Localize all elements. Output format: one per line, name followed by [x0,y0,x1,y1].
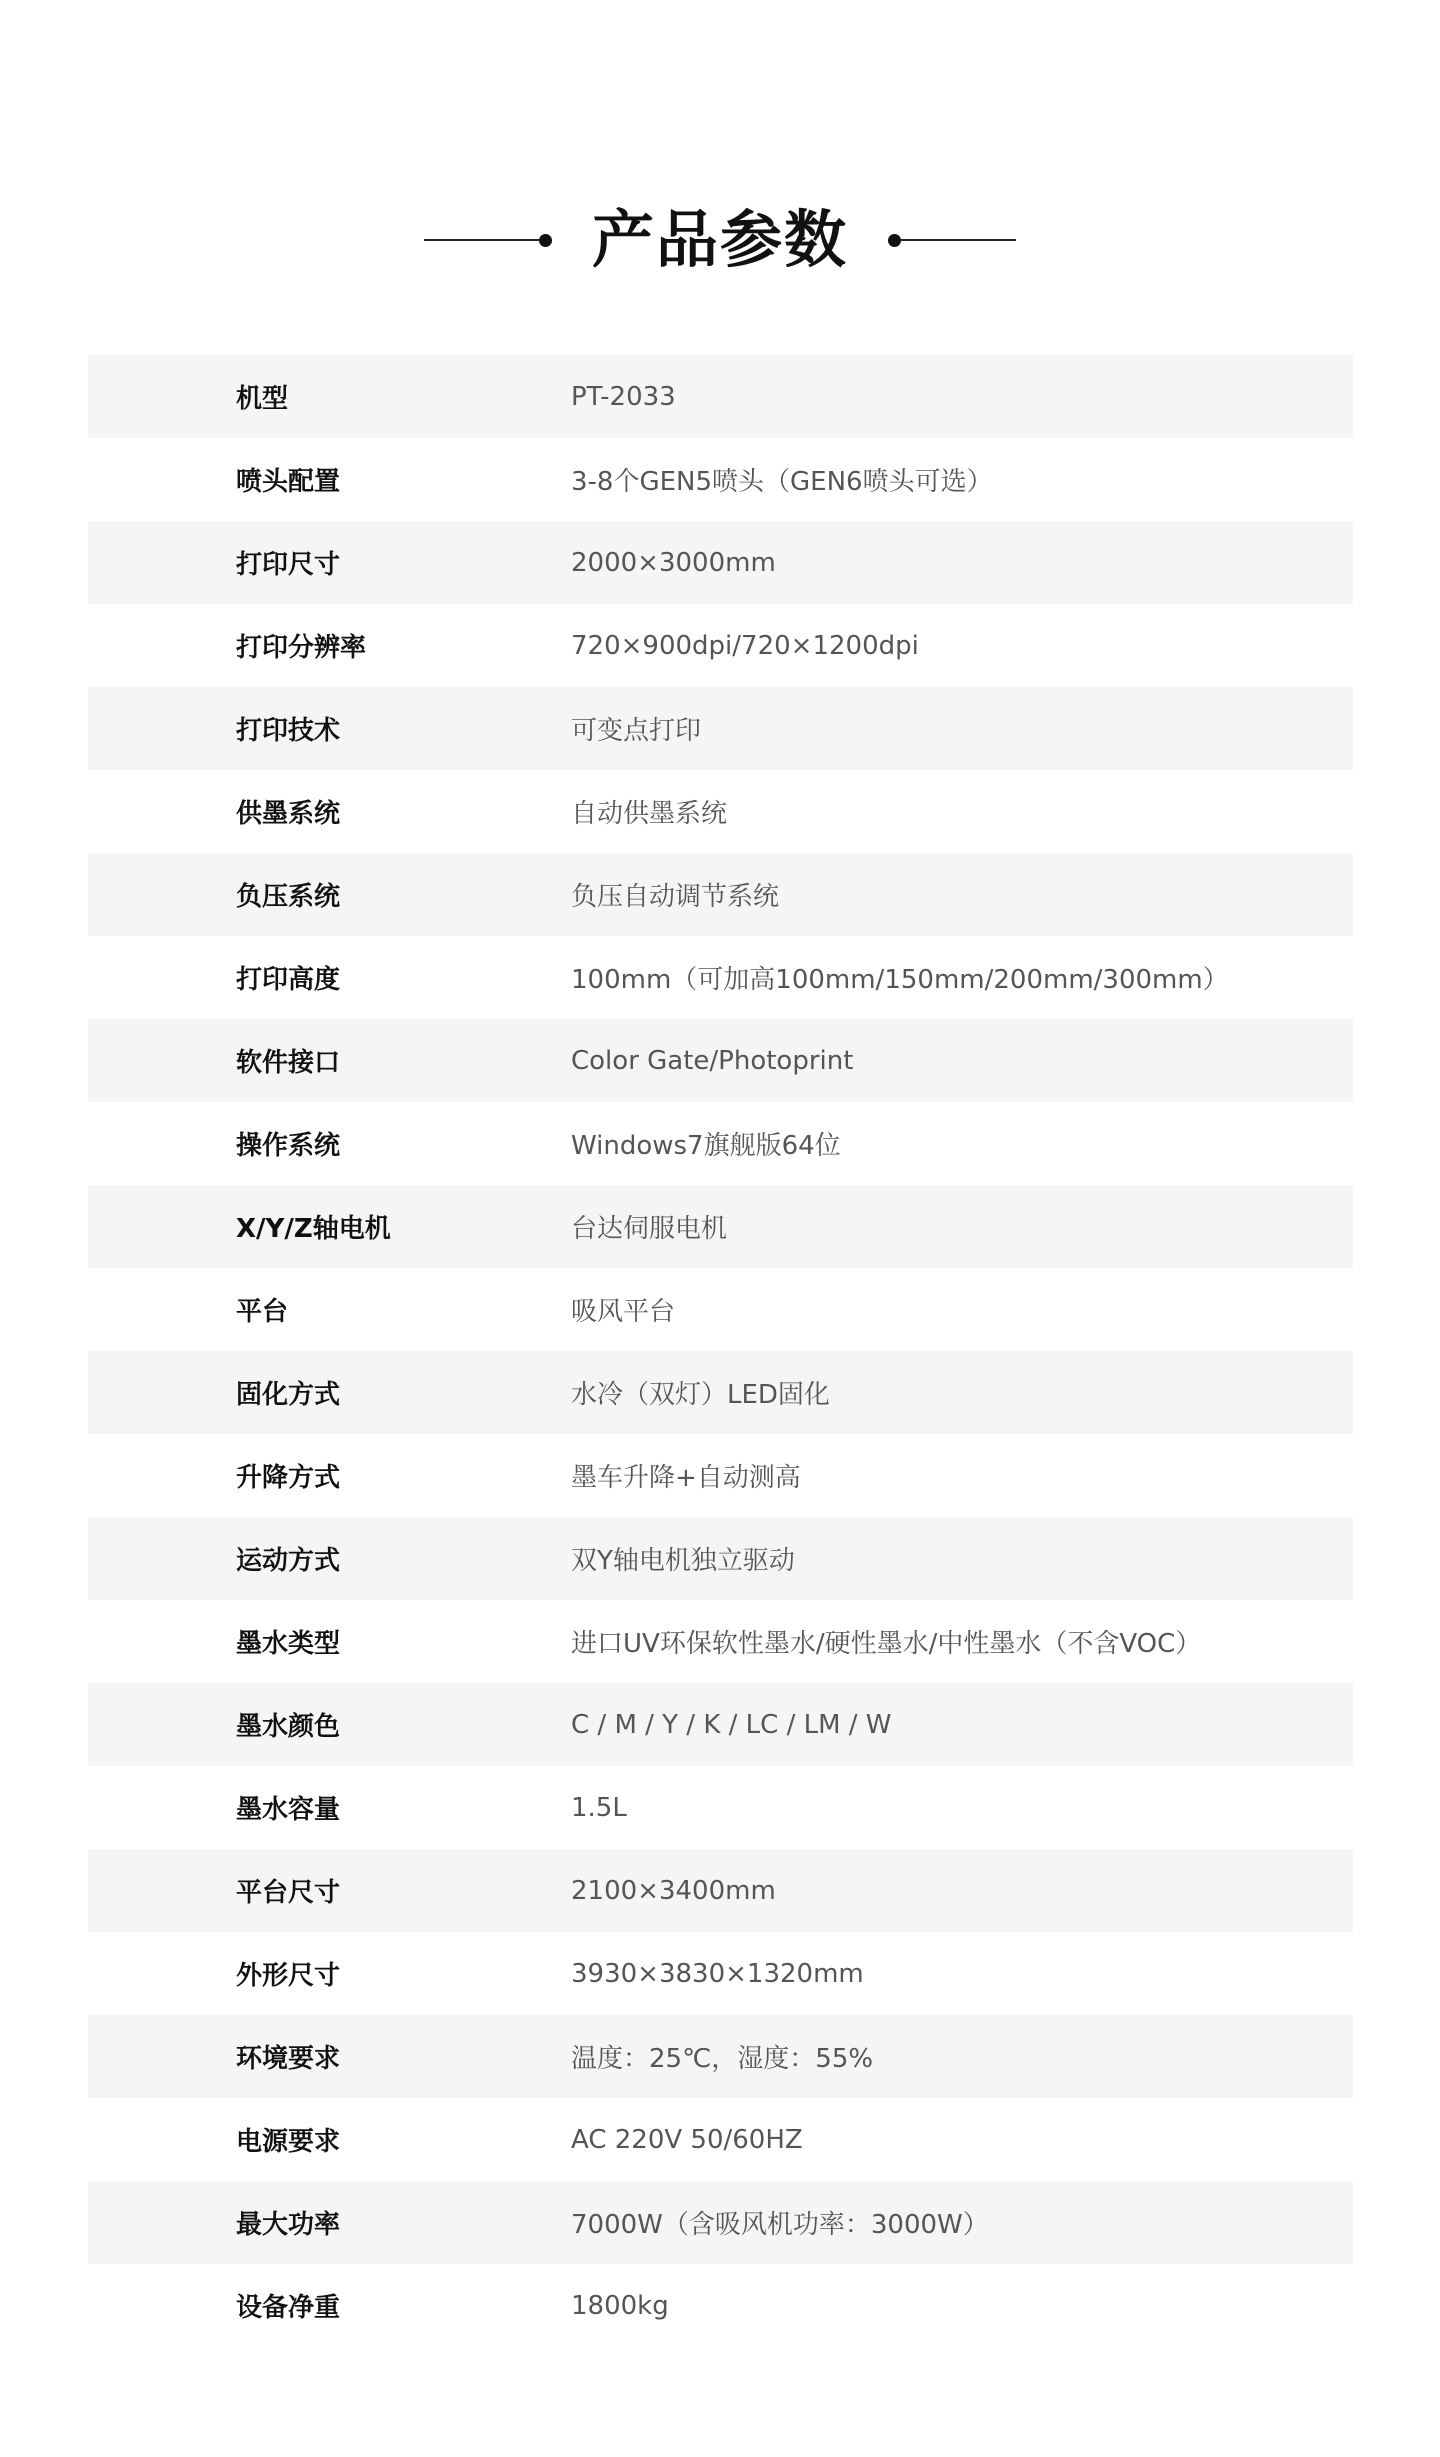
spec-label: 墨水颜色 [236,1712,341,1742]
spec-value: 720×900dpi/720×1200dpi [571,630,919,661]
spec-row [88,1019,1353,1102]
spec-value: 吸风平台 [571,1297,676,1327]
spec-label: 平台尺寸 [236,1878,341,1908]
spec-label: 软件接口 [236,1048,341,1078]
spec-label: 环境要求 [236,2044,341,2074]
spec-label: 负压系统 [236,882,341,912]
spec-row [88,1766,1353,1849]
spec-label: X/Y/Z轴电机 [236,1214,391,1244]
spec-value: 双Y轴电机独立驱动 [571,1546,795,1576]
spec-label: 电源要求 [236,2127,341,2157]
spec-label: 墨水容量 [236,1795,341,1825]
spec-label: 墨水类型 [236,1629,341,1659]
spec-row [88,1185,1353,1268]
spec-value: 3930×3830×1320mm [571,1958,864,1989]
spec-value: 2000×3000mm [571,547,776,578]
spec-row [88,2015,1353,2098]
spec-label: 最大功率 [236,2210,341,2240]
spec-row [88,1102,1353,1185]
spec-row [88,687,1353,770]
spec-label: 打印分辨率 [236,633,367,663]
spec-value: 负压自动调节系统 [571,882,780,912]
spec-label: 操作系统 [236,1131,341,1161]
spec-row [88,1600,1353,1683]
spec-row [88,1268,1353,1351]
spec-row [88,438,1353,521]
spec-value: 2100×3400mm [571,1875,776,1906]
spec-value: 7000W（含吸风机功率：3000W） [571,2210,989,2240]
spec-value: 自动供墨系统 [571,799,728,829]
spec-label: 设备净重 [236,2293,341,2323]
spec-label: 打印尺寸 [236,550,341,580]
spec-value: 台达伺服电机 [571,1214,728,1244]
spec-row [88,2181,1353,2264]
spec-row [88,1683,1353,1766]
title-right-line [901,239,1016,241]
spec-row [88,1434,1353,1517]
title-right-dot [888,234,901,247]
spec-row [88,2264,1353,2347]
spec-value: 可变点打印 [571,716,702,746]
spec-value: AC 220V 50/60HZ [571,2124,803,2155]
spec-label: 机型 [236,384,289,414]
spec-row [88,2098,1353,2181]
spec-row [88,355,1353,438]
spec-table [88,355,1353,2347]
spec-value: 3-8个GEN5喷头（GEN6喷头可选） [571,467,993,497]
spec-label: 升降方式 [236,1463,341,1493]
spec-value: C / M / Y / K / LC / LM / W [571,1709,892,1740]
spec-row [88,770,1353,853]
spec-value: Windows7旗舰版64位 [571,1131,841,1161]
title-left-line [424,239,539,241]
spec-label: 供墨系统 [236,799,341,829]
spec-label: 运动方式 [236,1546,341,1576]
spec-value: 温度：25℃，湿度：55% [571,2044,874,2074]
spec-value: 墨车升降+自动测高 [571,1463,801,1493]
spec-value: PT-2033 [571,381,676,412]
section-title [0,190,1440,290]
spec-label: 喷头配置 [236,467,341,497]
spec-value: Color Gate/Photoprint [571,1045,854,1076]
spec-label: 固化方式 [236,1380,341,1410]
spec-value: 进口UV环保软性墨水/硬性墨水/中性墨水（不含VOC） [571,1629,1202,1659]
spec-row [88,936,1353,1019]
spec-row [88,604,1353,687]
title-left-dot [539,234,552,247]
spec-row [88,1517,1353,1600]
spec-label: 平台 [236,1297,289,1327]
page-title: 产品参数 [591,203,848,276]
spec-label: 打印技术 [236,716,341,746]
spec-row [88,1932,1353,2015]
spec-value: 水冷（双灯）LED固化 [571,1380,830,1410]
spec-row [88,521,1353,604]
spec-value: 100mm（可加高100mm/150mm/200mm/300mm） [571,965,1229,995]
spec-row [88,1351,1353,1434]
spec-label: 外形尺寸 [236,1961,341,1991]
spec-label: 打印高度 [236,965,341,995]
spec-value: 1.5L [571,1792,627,1823]
spec-row [88,853,1353,936]
spec-row [88,1849,1353,1932]
spec-value: 1800kg [571,2290,669,2321]
